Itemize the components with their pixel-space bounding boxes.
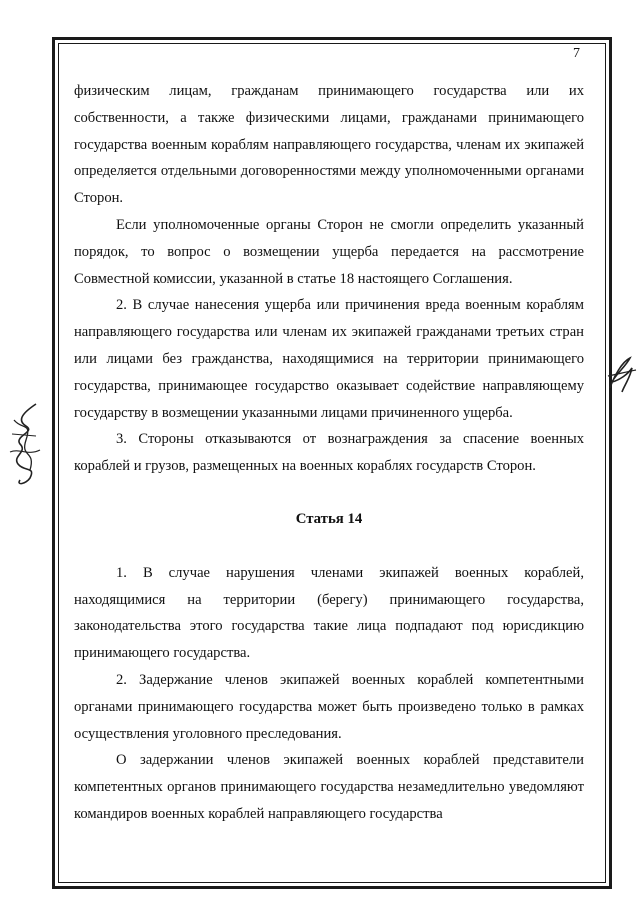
- page-number: 7: [573, 46, 580, 61]
- document-body: [74, 78, 584, 828]
- paragraph-notification: О задержании членов экипажей военных кораблей представители компетентных органов принимающего государства незамедлительно уведомляют командиров военных кораблей направляющего государства: [74, 752, 584, 822]
- right-initials: [604, 352, 638, 396]
- paragraph-third-countries: 2. В случае нанесения ущерба или причинения вреда военным кораблям направляющего государства или членам их экипажей гражданами третьих стран или лицами без гражданства, находящимися на территории принимающего государства, принимающее государство оказывает содействие направляющему государству в возмещении указанными лицами причиненного ущерба.: [74, 297, 584, 421]
- paragraph-damage-continuation: физическим лицам, гражданам принимающего государства или их собственности, а также физическими лицами, гражданами принимающего государства военным кораблям направляющего государства, членам их экипажей определяется отдельными договоренностями между уполномоченными органами Сторон.: [74, 83, 584, 207]
- article-heading: Статья 14: [295, 510, 363, 527]
- paragraph-detention: 2. Задержание членов экипажей военных кораблей компетентными органами принимающего государства может быть произведено только в рамках осуществления уголовного преследования.: [74, 671, 584, 742]
- left-signature: [6, 400, 46, 490]
- paragraph-salvage-waiver: 3. Стороны отказываются от вознаграждения за спасение военных кораблей и грузов, размещенных на военных кораблях государств Сторон.: [74, 431, 584, 475]
- paragraph-jurisdiction: 1. В случае нарушения членами экипажей военных кораблей, находящимися на территории (берегу) принимающего государства, законодательства этого государства такие лица подпадают под юрисдикцию принимающего государства.: [74, 564, 584, 662]
- paragraph-joint-commission: Если уполномоченные органы Сторон не смогли определить указанный порядок, то вопрос о возмещении ущерба передается на рассмотрение Совместной комиссии, указанной в статье 18 настоящего Соглашения.: [74, 216, 584, 287]
